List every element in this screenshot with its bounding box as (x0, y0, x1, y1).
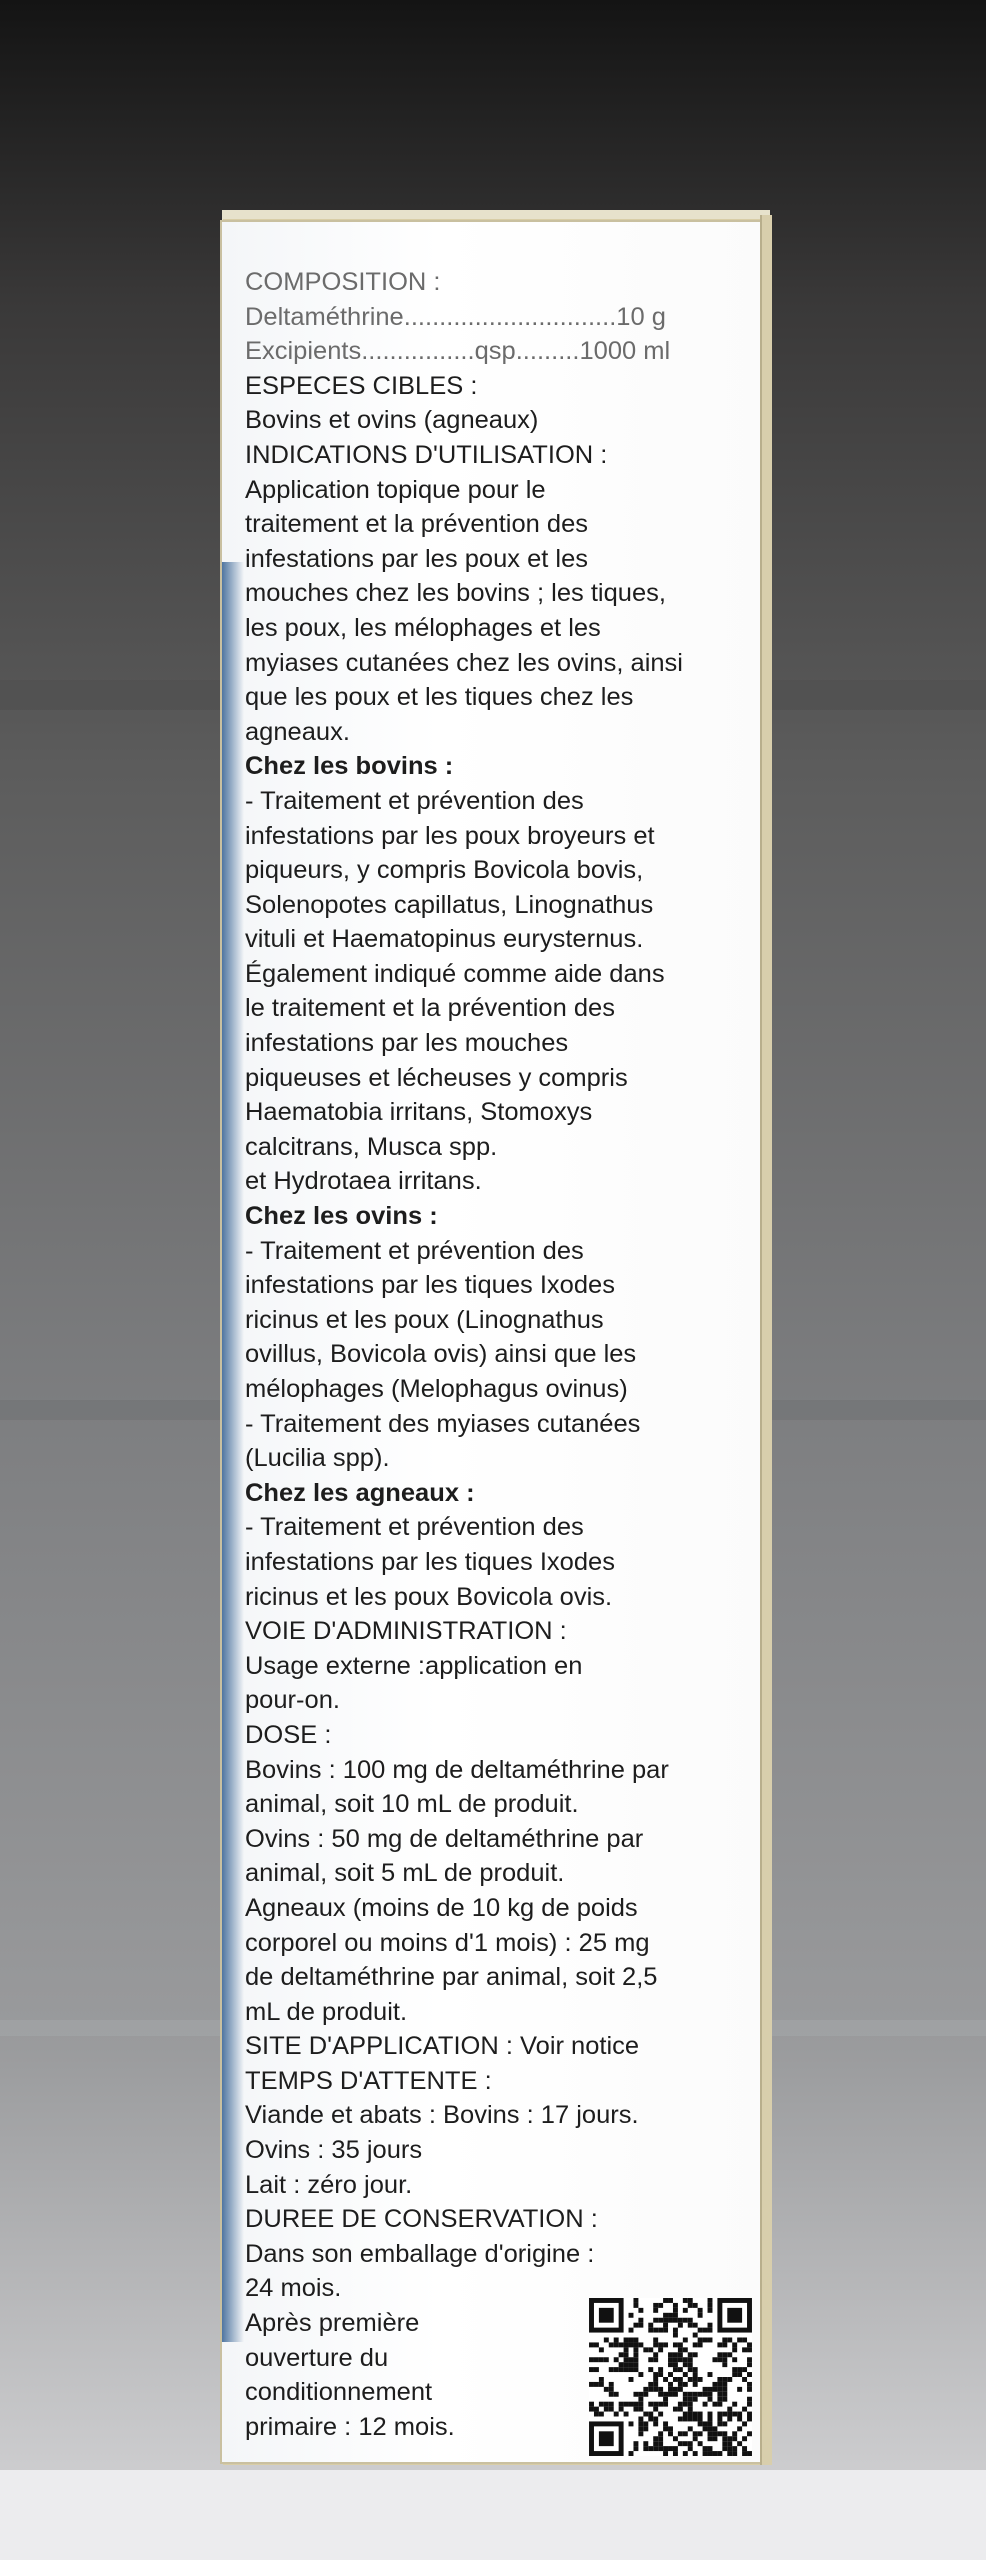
label-line: Usage externe :application en (245, 1651, 583, 1680)
label-line: VOIE D'ADMINISTRATION : (245, 1617, 567, 1646)
label-line: Viande et abats : Bovins : 17 jours. (245, 2101, 639, 2130)
label-line: Après première (245, 2309, 420, 2338)
label-line: mouches chez les bovins ; les tiques, (245, 579, 666, 608)
label-line: animal, soit 5 mL de produit. (245, 1859, 565, 1888)
label-line: infestations par les poux et les (245, 544, 589, 573)
label-line: que les poux et les tiques chez les (245, 683, 634, 712)
label-line: mélophages (Melophagus ovinus) (245, 1375, 628, 1403)
label-line: calcitrans, Musca spp. (245, 1132, 498, 1161)
label-line: Ovins : 35 jours (245, 2136, 423, 2165)
section-heading: Chez les ovins : (245, 1202, 438, 1231)
label-line: DUREE DE CONSERVATION : (245, 2205, 598, 2234)
label-line: vituli et Haematopinus eurysternus. (245, 925, 644, 954)
section-heading: Chez les agneaux : (245, 1478, 475, 1507)
qr-code-icon (588, 2298, 753, 2456)
label-line: myiases cutanées chez les ovins, ainsi (245, 648, 683, 677)
label-line: - Traitement et prévention des (245, 786, 584, 815)
label-line: DOSE : (245, 1720, 332, 1749)
label-line: Dans son emballage d'origine : (245, 2239, 595, 2268)
label-line: Bovins : 100 mg de deltaméthrine par (245, 1755, 669, 1784)
label-line: Haematobia irritans, Stomoxys (245, 1098, 593, 1127)
label-line: agneaux. (245, 717, 350, 746)
label-line: les poux, les mélophages et les (245, 613, 601, 642)
label-line: infestations par les tiques Ixodes (245, 1271, 615, 1300)
label-line: animal, soit 10 mL de produit. (245, 1790, 579, 1819)
label-line: Lait : zéro jour. (245, 2170, 413, 2199)
label-line: - Traitement et prévention des (245, 1236, 584, 1265)
label-line: 24 mois. (245, 2274, 342, 2303)
label-line: infestations par les poux broyeurs et (245, 821, 655, 850)
label-line: Deltaméthrine..............................10 g (245, 302, 666, 331)
label-line: ricinus et les poux (Linognathus (245, 1305, 604, 1334)
label-line: Agneaux (moins de 10 kg de poids (245, 1893, 638, 1922)
label-line: pour-on. (245, 1686, 340, 1715)
label-text-block (245, 265, 755, 2444)
label-line: mL de produit. (245, 1997, 408, 2026)
label-line: SITE D'APPLICATION : Voir notice (245, 2032, 640, 2061)
label-line: - Traitement des myiases cutanées (245, 1409, 641, 1438)
label-line: piqueuses et lécheuses y compris (245, 1063, 628, 1092)
label-line: Application topique pour le (245, 475, 546, 504)
label-line: traitement et la prévention des (245, 510, 589, 539)
label-line: Excipients................qsp.........1000 ml (245, 337, 671, 366)
label-line: Solenopotes capillatus, Linognathus (245, 890, 654, 919)
label-line: conditionnement (245, 2378, 433, 2407)
label-line: de deltaméthrine par animal, soit 2,5 (245, 1963, 658, 1992)
section-heading: Chez les bovins : (245, 752, 454, 781)
label-line: ouverture du (245, 2343, 389, 2372)
label-line: (Lucilia spp). (245, 1444, 390, 1473)
label-line: - Traitement et prévention des (245, 1513, 584, 1542)
label-line: INDICATIONS D'UTILISATION : (245, 440, 608, 469)
label-line: ricinus et les poux Bovicola ovis. (245, 1582, 613, 1611)
label-line: piqueurs, y compris Bovicola bovis, (245, 856, 644, 885)
label-line: infestations par les tiques Ixodes (245, 1547, 615, 1576)
label-line: corporel ou moins d'1 mois) : 25 mg (245, 1928, 650, 1957)
label-line: Bovins et ovins (agneaux) (245, 406, 539, 435)
label-line: TEMPS D'ATTENTE : (245, 2066, 492, 2095)
box-cardboard-edge (760, 215, 772, 2465)
label-line: Également indiqué comme aide dans (245, 959, 665, 988)
label-line: et Hydrotaea irritans. (245, 1167, 482, 1196)
label-line: infestations par les mouches (245, 1029, 569, 1058)
label-line: Ovins : 50 mg de deltaméthrine par (245, 1824, 644, 1853)
label-line: le traitement et la prévention des (245, 994, 615, 1023)
label-line: ESPECES CIBLES : (245, 371, 478, 400)
label-line: primaire : 12 mois. (245, 2412, 455, 2441)
label-line: ovillus, Bovicola ovis) ainsi que les (245, 1340, 637, 1369)
label-line: COMPOSITION : (245, 268, 441, 296)
